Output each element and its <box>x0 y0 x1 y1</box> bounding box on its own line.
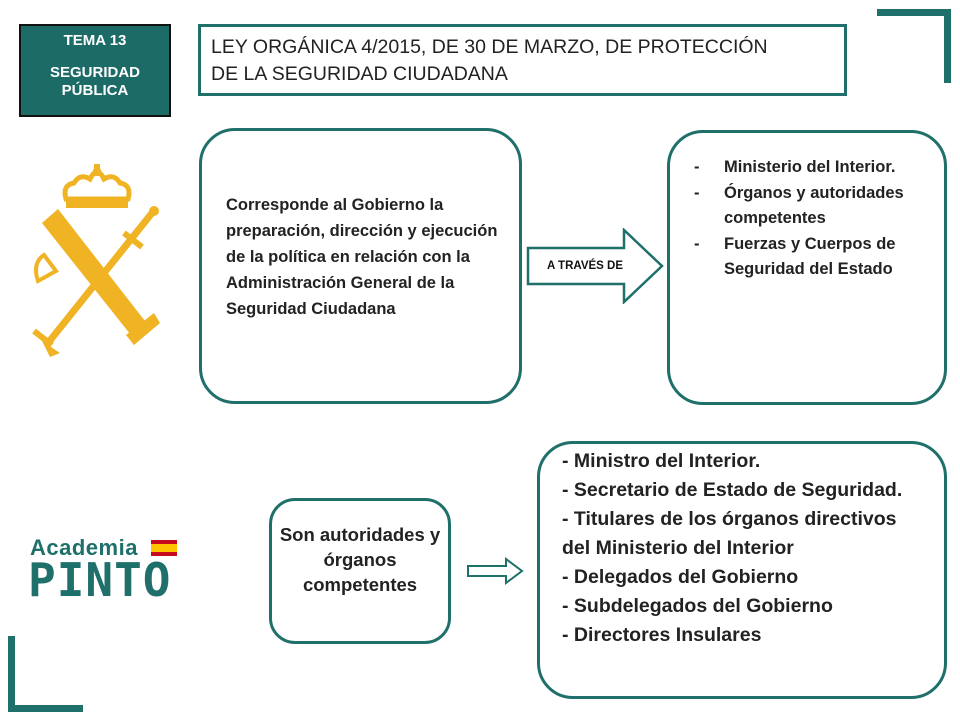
bottom-left-bracket-vertical <box>8 636 15 712</box>
page-title <box>198 24 847 96</box>
organos-list <box>694 155 934 283</box>
list-item: - Titulares de los órganos directivos del Ministerio del Interior <box>562 508 919 559</box>
logo-pinto-text: PINTO <box>28 553 172 607</box>
top-right-bracket-horizontal <box>877 9 951 16</box>
gobierno-competencia-box <box>199 128 522 404</box>
title-line2: DE LA SEGURIDAD CIUDADANA <box>211 63 508 85</box>
tema-number: TEMA 13 <box>63 32 127 49</box>
list-item: - Subdelegados del Gobierno <box>562 595 833 617</box>
autoridades-text: Son autoridades y órganos competentes <box>279 524 441 595</box>
list-item: - Secretario de Estado de Seguridad. <box>562 479 903 501</box>
list-item: - Ministerio del Interior. <box>694 158 896 176</box>
tema-subject-line2: PÚBLICA <box>61 82 129 99</box>
logo-academia-text: Academia <box>30 535 138 560</box>
title-line1: LEY ORGÁNICA 4/2015, DE 30 DE MARZO, DE PROTECCIÓN <box>211 36 768 58</box>
small-right-arrow-icon <box>466 557 524 585</box>
list-item: - Ministro del Interior. <box>562 450 761 472</box>
organos-box <box>667 130 947 405</box>
list-item: - Órganos y autoridades competentes <box>694 183 904 227</box>
guardia-civil-emblem-icon <box>30 163 165 358</box>
autoridades-list <box>562 447 934 650</box>
list-item: - Fuerzas y Cuerpos de Seguridad del Estado <box>694 234 896 278</box>
gobierno-competencia-text: Corresponde al Gobierno la preparación, dirección y ejecución de la política en relación con la Administración General de la Seguridad Ciudadana <box>226 196 498 318</box>
bottom-left-bracket-horizontal <box>8 705 83 712</box>
autoridades-box <box>269 498 451 644</box>
top-right-bracket-vertical <box>944 9 951 83</box>
a-traves-de-label: A TRAVÉS DE <box>546 260 624 272</box>
tema-subject-line1: SEGURIDAD <box>49 64 140 81</box>
autoridades-list-box <box>537 441 947 699</box>
list-item: - Delegados del Gobierno <box>562 566 799 588</box>
a-traves-de-arrow <box>526 228 666 304</box>
academia-pinto-logo <box>28 533 183 607</box>
list-item: - Directores Insulares <box>562 624 762 646</box>
tema-badge <box>19 24 171 117</box>
